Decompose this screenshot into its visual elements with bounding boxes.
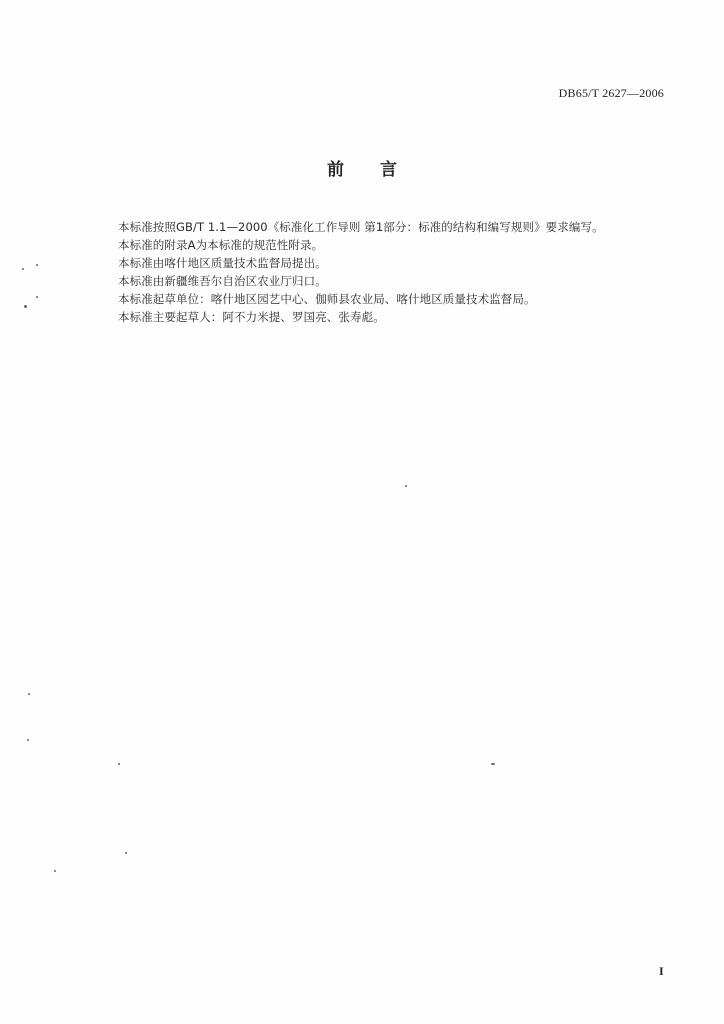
scan-speck bbox=[36, 296, 38, 298]
foreword-line: 本标准起草单位：喀什地区园艺中心、伽师县农业局、喀什地区质量技术监督局。 bbox=[118, 292, 536, 306]
page-title bbox=[0, 155, 724, 180]
title-char-2: 言 bbox=[380, 160, 397, 180]
scan-speck bbox=[125, 852, 127, 854]
scan-speck bbox=[118, 763, 120, 765]
foreword-body bbox=[118, 218, 678, 326]
scan-speck bbox=[22, 268, 24, 270]
scan-speck bbox=[491, 763, 495, 765]
foreword-line: 本标准按照GB/T 1.1—2000《标准化工作导则 第1部分：标准的结构和编写规则》要求编写。 bbox=[118, 220, 604, 234]
foreword-line: 本标准由新疆维吾尔自治区农业厅归口。 bbox=[118, 274, 327, 288]
scan-speck bbox=[36, 264, 38, 266]
standard-number: DB65/T 2627—2006 bbox=[558, 86, 664, 100]
foreword-line: 本标准由喀什地区质量技术监督局提出。 bbox=[118, 256, 327, 270]
foreword-line: 本标准主要起草人：阿不力米提、罗国亮、张寿彪。 bbox=[118, 310, 385, 324]
scan-speck bbox=[54, 870, 56, 872]
scan-speck bbox=[28, 693, 30, 695]
scan-speck bbox=[405, 485, 407, 487]
scan-speck bbox=[27, 739, 29, 741]
title-char-1: 前 bbox=[327, 160, 344, 180]
scan-speck bbox=[24, 305, 27, 308]
foreword-line: 本标准的附录A为本标准的规范性附录。 bbox=[118, 238, 324, 252]
page-number: I bbox=[659, 964, 664, 978]
